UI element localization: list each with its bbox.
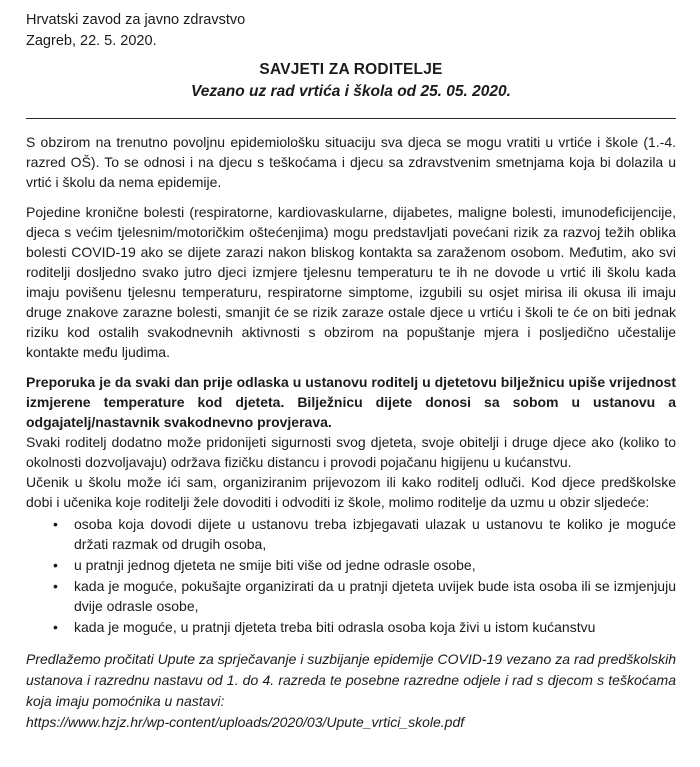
- paragraph-closing-recommendation: Predlažemo pročitati Upute za sprječavanje i suzbijanje epidemije COVID-19 vezano za rad predškolskih ustanova i razrednu nastavu od 1. do 4. razreda te posebne razredne odjele i rad s djecom s teškoćama koja imaju pomoćnika u nastavi:: [26, 651, 676, 709]
- document-title: SAVJETI ZA RODITELJE: [259, 61, 443, 78]
- paragraph-school-arrival: Učenik u školu može ići sam, organiziranim prijevozom ili kako roditelj odluči. Kod djece predškolske dobi i učenika koje roditelji žele dovoditi i odvoditi iz škole, molimo roditelje da uzmu u obzir sljedeće:: [26, 474, 676, 510]
- paragraph-temperature-recommendation: Preporuka je da svaki dan prije odlaska u ustanovu roditelj u djetetovu bilježnicu upiše vrijednost izmjerene temperature kod djeteta. Bilježnicu dijete donosi sa sobom u ustanovu a odgajatelj/nastavnik svakodnevno provjerava.: [26, 374, 676, 430]
- bullet-item-text: u pratnji jednog djeteta ne smije biti više od jedne odrasle osobe,: [74, 557, 476, 573]
- bullet-icon: •: [53, 557, 58, 573]
- document-subtitle: Vezano uz rad vrtića i škola od 25. 05. 2020.: [191, 83, 511, 100]
- paragraph-parent-contribution: Svaki roditelj dodatno može pridonijeti sigurnosti svog djeteta, svoje obitelji i druge djece ako (koliko to okolnosti dozvoljavaju) održava fizičku distancu i provodi pojačanu higijenu u kućanstvu.: [26, 434, 676, 470]
- bullet-item-text: osoba koja dovodi dijete u ustanovu treba izbjegavati ulazak u ustanovu te koliko je moguće držati razmak od drugih osoba,: [74, 516, 676, 552]
- bullet-icon: •: [53, 578, 58, 594]
- bullet-item-one-adult: [53, 555, 676, 575]
- paragraph-return-to-school: S obzirom na trenutno povoljnu epidemiološku situaciju sva djeca se mogu vratiti u vrtiće i škole (1.-4. razred OŠ). To se odnosi i na djecu s teškoćama i djecu sa zdravstvenim smetnjama koja bi dolazila u vrtić i školu da nema epidemije.: [26, 134, 676, 190]
- bullet-item-same-household: [53, 617, 676, 637]
- divider-line: [26, 118, 676, 119]
- bullet-icon: •: [53, 619, 58, 635]
- paragraph-chronic-diseases: Pojedine kronične bolesti (respiratorne, kardiovaskularne, dijabetes, maligne bolesti, imunodeficijencije, djeca s većim tjelesnim/motoričkim oštećenjima) mogu predstavljati povećani rizik za razvoj težih oblika bolesti COVID-19 ako se dijete zarazi nakon bliskog kontakta sa zaraženom osobom. Međutim, ako svi roditelji dosljedno svako jutro djeci izmjere tjelesnu temperaturu te ih ne dovode u vrtić ili školu kada imaju povišenu tjelesnu temperaturu, respiratorne simptome, izgubili su osjet mirisa ili okusa ili imaju druge znakove zarazne bolesti, smanjit će se rizik zaraze ostale djece u vrtiću i školi te će on biti jednak riziku kod ostalih svakodnevnih aktivnosti s obzirom na popuštanje mjera i posljedično učestalije kontakte među ljudima.: [26, 204, 676, 360]
- instructions-url: https://www.hzjz.hr/wp-content/uploads/2020/03/Upute_vrtici_skole.pdf: [26, 714, 465, 730]
- place-date: Zagreb, 22. 5. 2020.: [26, 33, 157, 49]
- bullet-icon: •: [53, 516, 58, 532]
- bullet-item-avoid-entry: [53, 514, 676, 554]
- bullet-item-text: kada je moguće, u pratnji djeteta treba biti odrasla osoba koja živi u istom kućanstvu: [74, 619, 596, 635]
- bullet-item-same-person: [53, 576, 676, 616]
- organization-name: Hrvatski zavod za javno zdravstvo: [26, 12, 246, 28]
- guidelines-bullet-list: [26, 514, 676, 637]
- bullet-item-text: kada je moguće, pokušajte organizirati da u pratnji djeteta uvijek bude ista osoba ili se izmjenjuju dvije odrasle osobe,: [74, 578, 676, 614]
